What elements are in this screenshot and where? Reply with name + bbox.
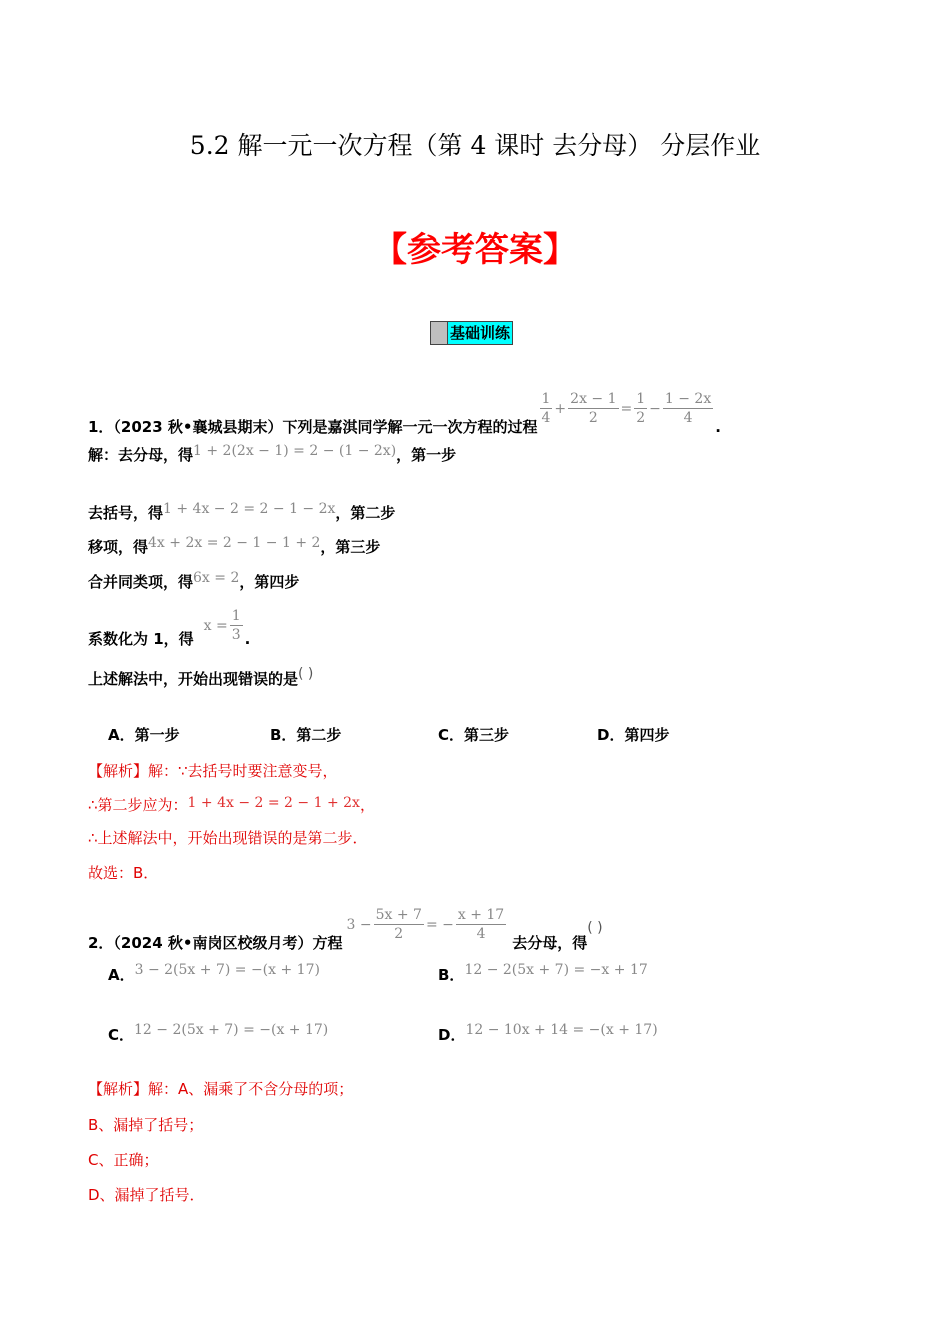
q1-step3-label: 移项，得 (88, 538, 149, 556)
q1-analysis-2-label: ∴第二步应为： (88, 796, 188, 814)
q1-frac-4: $\frac{1 - 2x}{4}$ (664, 391, 712, 426)
q1-option-a: A．第一步 (108, 726, 180, 744)
q1-step1-label: 解：去分母，得 (88, 446, 194, 464)
q2-analysis-3: C、正确； (88, 1151, 159, 1169)
q1-step1 (88, 444, 456, 465)
q2-answer-blank: ( ) (587, 919, 603, 936)
q1-frac-2: $\frac{2x - 1}{2}$ (570, 391, 617, 426)
q1-prefix: 1．（2023 秋•襄城县期末）下列是嘉淇同学解一元一次方程的过程 (88, 418, 538, 436)
q2-stem (88, 896, 603, 953)
q1-option-c: C．第三步 (438, 726, 510, 744)
q1-step2 (88, 502, 395, 523)
q2-option-d (438, 1018, 658, 1044)
q1-question-text: 上述解法中，开始出现错误的是 (88, 670, 299, 688)
q1-step3-tail: ，第三步 (320, 538, 381, 556)
q2-option-d-label: D． (438, 1026, 466, 1044)
section-label-box (430, 321, 513, 345)
q1-analysis-3: ∴上述解法中，开始出现错误的是第二步． (88, 829, 368, 847)
page-title: 5.2 解一元一次方程（第 4 课时 去分母） 分层作业 (189, 131, 761, 160)
section-title: 基础训练 (450, 324, 511, 342)
q1-option-b: B．第二步 (270, 726, 342, 744)
q1-step3 (88, 536, 380, 557)
q1-op-eq: = (620, 400, 633, 417)
q1-analysis-2-tail: ， (359, 796, 375, 814)
q1-equation (538, 390, 716, 427)
q2-prefix: 2．（2024 秋•南岗区校级月考）方程 (88, 934, 343, 952)
q1-step2-tail: ，第二步 (335, 504, 396, 522)
q2-analysis-4: D、漏掉了括号． (88, 1186, 205, 1204)
q2-suffix: 去分母，得 (512, 934, 588, 952)
q1-step5-tail: . (244, 629, 251, 648)
q1-stem (88, 380, 721, 437)
q1-step2-label: 去括号，得 (88, 504, 164, 522)
q1-analysis-2 (88, 794, 375, 815)
q1-step1-math: 1 + 2(2x − 1) = 2 − (1 − 2x) (193, 443, 397, 459)
q1-op-plus: + (554, 400, 567, 417)
q2-analysis-1: 【解析】解：A、漏乘了不含分母的项； (88, 1080, 354, 1098)
q1-answer-blank: ( ) (298, 666, 314, 682)
q2-option-c-math: 12 − 2(5x + 7) = −(x + 17) (134, 1022, 329, 1038)
q1-question (88, 668, 313, 689)
q2-option-b-label: B． (438, 966, 465, 984)
q2-option-d-math: 12 − 10x + 14 = −(x + 17) (465, 1022, 658, 1038)
q1-step4 (88, 571, 299, 592)
q1-step5-label: 系数化为 1，得 (88, 630, 194, 648)
q1-step5-lhs: x = (203, 617, 228, 634)
q1-step1-tail: ，第一步 (396, 446, 457, 464)
q1-analysis-2-math: 1 + 4x − 2 = 2 − 1 + 2x (187, 795, 360, 811)
q1-frac-3: $\frac{1}{2}$ (636, 391, 646, 426)
q2-option-c-label: C． (108, 1026, 135, 1044)
q2-analysis-2: B、漏掉了括号； (88, 1116, 204, 1134)
q2-frac-2: $\frac{x + 17}{4}$ (457, 907, 505, 942)
answer-heading: 【参考答案】 (373, 230, 577, 270)
q1-analysis-4: 故选：B． (88, 864, 159, 882)
q1-option-d: D．第四步 (597, 726, 670, 744)
q1-suffix: . (715, 417, 721, 436)
section-marker (431, 322, 448, 344)
q1-step2-math: 1 + 4x − 2 = 2 − 1 − 2x (163, 501, 336, 517)
q1-step4-math: 6x = 2 (193, 570, 240, 586)
q2-option-a-math: 3 − 2(5x + 7) = −(x + 17) (134, 962, 320, 978)
q2-option-a (108, 958, 320, 984)
q1-frac-1: $\frac{1}{4}$ (541, 391, 551, 426)
q1-step4-tail: ，第四步 (239, 573, 300, 591)
q2-option-b-math: 12 − 2(5x + 7) = −x + 17 (464, 962, 648, 978)
q1-op-minus: − (649, 400, 661, 417)
q1-step4-label: 合并同类项，得 (88, 573, 194, 591)
q2-lead: 3 − (346, 916, 372, 933)
q1-step3-math: 4x + 2x = 2 − 1 − 1 + 2 (148, 535, 321, 551)
q2-frac-1: $\frac{5x + 7}{2}$ (375, 907, 422, 942)
q2-option-c (108, 1018, 329, 1044)
q2-op-eq: = − (425, 916, 454, 933)
q2-option-b (438, 958, 648, 984)
q2-option-a-label: A． (108, 966, 135, 984)
q1-step5 (88, 602, 250, 649)
q1-step5-frac: $\frac{1}{3}$ (231, 608, 241, 643)
q1-analysis-1: 【解析】解：∵去括号时要注意变号， (88, 762, 338, 780)
